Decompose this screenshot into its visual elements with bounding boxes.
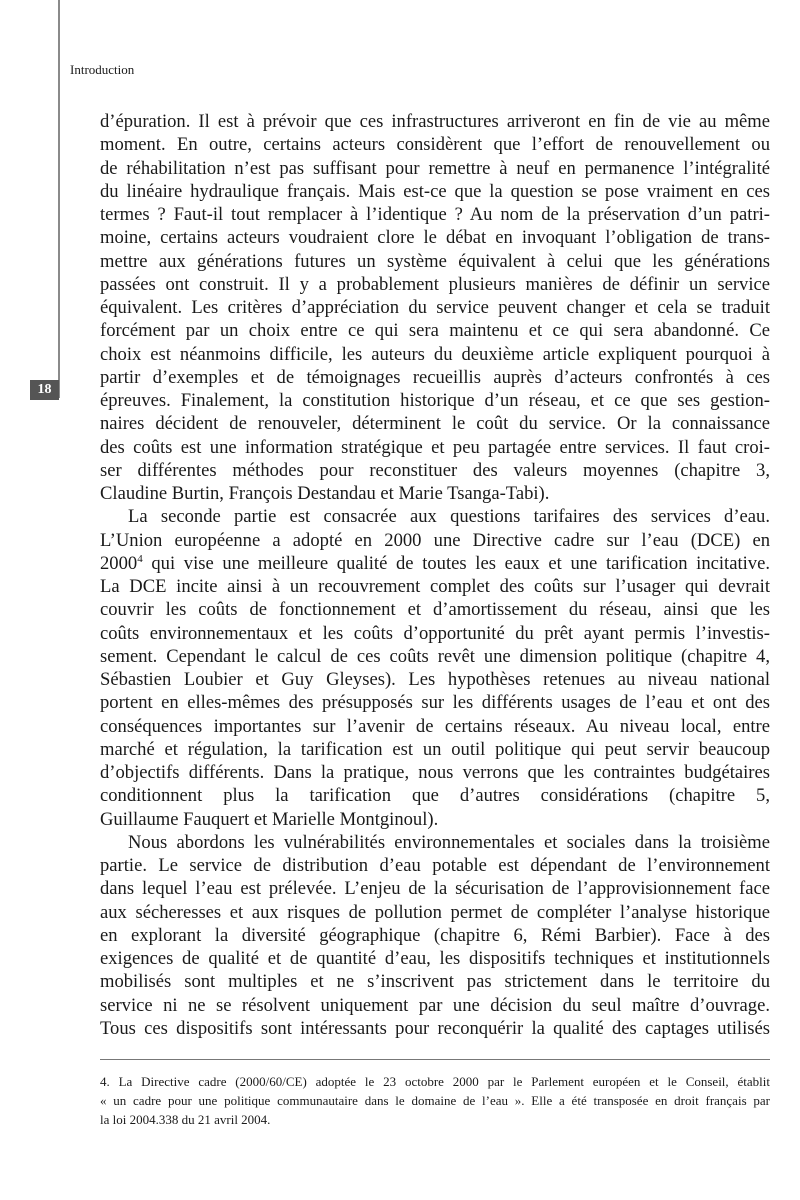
line-text: de réhabilitation n’est pas suffisant pour remettre à neuf en permanence l’intégralité — [100, 157, 770, 179]
text-line — [100, 552, 770, 575]
footnote-line — [100, 1091, 770, 1110]
line-text: exigences de qualité et de quantité d’eau, les dispositifs techniques et institutionnels — [100, 948, 770, 969]
line-text: sement. Cependant le calcul de ces coûts revêt une dimension politique (chapitre 4, — [100, 645, 770, 667]
footnotes — [100, 1072, 770, 1129]
line-text: partir d’exemples et de témoignages recueillis auprès d’acteurs confrontés à ces — [100, 366, 770, 388]
line-text: aux sécheresses et aux risques de pollution permet de compléter l’analyse historique — [100, 901, 770, 923]
line-text: dans lequel l’eau est prélevée. L’enjeu de la sécurisation de l’approvisionnement face — [100, 878, 770, 900]
text-line — [100, 319, 770, 342]
line-text: moment. En outre, certains acteurs considèrent que l’effort de renouvellement ou — [100, 134, 770, 156]
line-text: épreuves. Finalement, la constitution historique d’un réseau, et ce que ses gestion- — [100, 390, 770, 411]
text-line — [100, 203, 770, 226]
text-line — [100, 947, 770, 970]
line-text: service ni ne se résolvent uniquement par une décision du seul maître d’ouvrage. — [100, 994, 770, 1016]
text-line — [100, 459, 770, 482]
footnote-line — [100, 1110, 770, 1129]
line-text: mobilisés sont multiples et ne s’inscrivent pas strictement dans le territoire du — [100, 971, 770, 993]
line-text: forcément par un choix entre ce qui sera maintenu et ce qui sera abandonné. Ce — [100, 320, 770, 342]
line-text: portent en elles-mêmes des présupposés sur les différents usages de l’eau et ont des — [100, 692, 770, 714]
line-text: d’objectifs différents. Dans la pratique, nous verrons que les contraintes budgétaires — [100, 762, 770, 783]
text-line — [100, 343, 770, 366]
line-text: « un cadre pour une politique communautaire dans le domaine de l’eau ». Elle a été transposée en droit français par — [100, 1093, 770, 1108]
text-line — [100, 529, 770, 552]
line-text: passées ont construit. Il y a probablement plusieurs manières de définir un service — [100, 273, 770, 295]
text-line — [100, 738, 770, 761]
line-text: du linéaire hydraulique français. Mais est-ce que la question se pose vraiment en ces — [100, 180, 770, 202]
text-line — [100, 180, 770, 203]
body-text — [100, 110, 770, 1040]
text-line — [100, 250, 770, 273]
line-text: La DCE incite ainsi à un recouvrement complet des coûts sur l’usager qui devrait — [100, 576, 770, 597]
line-text: en explorant la diversité géographique (chapitre 6, Rémi Barbier). Face à des — [100, 924, 770, 946]
line-text: ser différentes méthodes pour reconstituer des valeurs moyennes (chapitre 3, — [100, 459, 770, 481]
text-line — [100, 436, 770, 459]
footnote-separator — [100, 1059, 770, 1060]
line-text: équivalent. Les critères d’appréciation du service peuvent changer et cela se traduit — [100, 297, 770, 318]
text-line — [100, 854, 770, 877]
text-line — [100, 970, 770, 993]
text-line — [100, 296, 770, 319]
line-text: partie. Le service de distribution d’eau potable est dépendant de l’environnement — [100, 855, 770, 876]
line-text: 2000 — [100, 552, 138, 574]
line-text: qui vise une meilleure qualité de toutes les eaux et une tarification incitative. — [142, 552, 770, 574]
text-line — [100, 482, 770, 505]
page-number: 18 — [30, 380, 59, 400]
line-text: des coûts est une information stratégique et peu partagée entre services. Il faut croi- — [100, 436, 770, 458]
text-line — [100, 715, 770, 738]
text-line — [100, 901, 770, 924]
text-line — [100, 1017, 770, 1040]
running-header: Introduction — [70, 62, 135, 77]
text-line — [100, 226, 770, 249]
text-line — [100, 784, 770, 807]
text-line — [100, 389, 770, 412]
line-text: Sébastien Loubier et Guy Gleyses). Les hypothèses retenues au niveau national — [100, 669, 770, 690]
text-line — [100, 575, 770, 598]
line-text: la loi 2004.338 du 21 avril 2004. — [100, 1112, 271, 1127]
line-text: Guillaume Fauquert et Marielle Montginoul). — [100, 808, 439, 830]
line-text: moine, certains acteurs voudraient clore le débat en invoquant l’obligation de trans- — [100, 227, 770, 249]
margin-rule — [58, 0, 60, 398]
line-text: Tous ces dispositifs sont intéressants pour reconquérir la qualité des captages utilisés — [100, 1017, 770, 1039]
line-text: coûts environnementaux et les coûts d’opportunité du prêt ayant permis l’investis- — [100, 622, 770, 644]
line-text: conditionnent plus la tarification que d’autres considérations (chapitre 5, — [100, 785, 770, 807]
line-text: naires décident de renouveler, déterminent le coût du service. Or la connaissance — [100, 413, 770, 435]
text-line — [100, 877, 770, 900]
line-text: Claudine Burtin, François Destandau et Marie Tsanga-Tabi). — [100, 483, 550, 504]
text-line — [100, 808, 770, 831]
line-text: couvrir les coûts de fonctionnement et d’amortissement du réseau, ainsi que les — [100, 599, 770, 621]
line-text: La seconde partie est consacrée aux questions tarifaires des services d’eau. — [128, 506, 770, 528]
line-text: mettre aux générations futures un système équivalent à celui que les générations — [100, 250, 770, 272]
text-line — [100, 157, 770, 180]
text-line — [100, 366, 770, 389]
text-line — [100, 645, 770, 668]
text-line — [100, 668, 770, 691]
text-line — [100, 505, 770, 528]
text-line — [100, 110, 770, 133]
text-line — [100, 133, 770, 156]
text-line — [100, 994, 770, 1017]
line-text: termes ? Faut-il tout remplacer à l’identique ? Au nom de la préservation d’un patri- — [100, 204, 770, 225]
line-text: marché et régulation, la tarification est un outil politique qui peut servir beaucoup — [100, 738, 770, 760]
line-text: d’épuration. Il est à prévoir que ces infrastructures arriveront en fin de vie au même — [100, 111, 770, 132]
line-text: conséquences importantes sur l’avenir de certains réseaux. Au niveau local, entre — [100, 715, 770, 737]
text-line — [100, 924, 770, 947]
text-line — [100, 412, 770, 435]
text-line — [100, 598, 770, 621]
text-line — [100, 622, 770, 645]
text-line — [100, 691, 770, 714]
line-text: 4. La Directive cadre (2000/60/CE) adoptée le 23 octobre 2000 par le Parlement européen et le Conseil, établit — [100, 1074, 770, 1089]
line-text: choix est néanmoins difficile, les auteurs du deuxième article expliquent pourquoi à — [100, 343, 770, 365]
footnote-ref[interactable]: 4 — [137, 552, 143, 565]
text-line — [100, 761, 770, 784]
text-line — [100, 831, 770, 854]
footnote-line — [100, 1072, 770, 1091]
text-line — [100, 273, 770, 296]
line-text: Nous abordons les vulnérabilités environnementales et sociales dans la troisième — [128, 831, 770, 853]
line-text: L’Union européenne a adopté en 2000 une Directive cadre sur l’eau (DCE) en — [100, 529, 770, 551]
